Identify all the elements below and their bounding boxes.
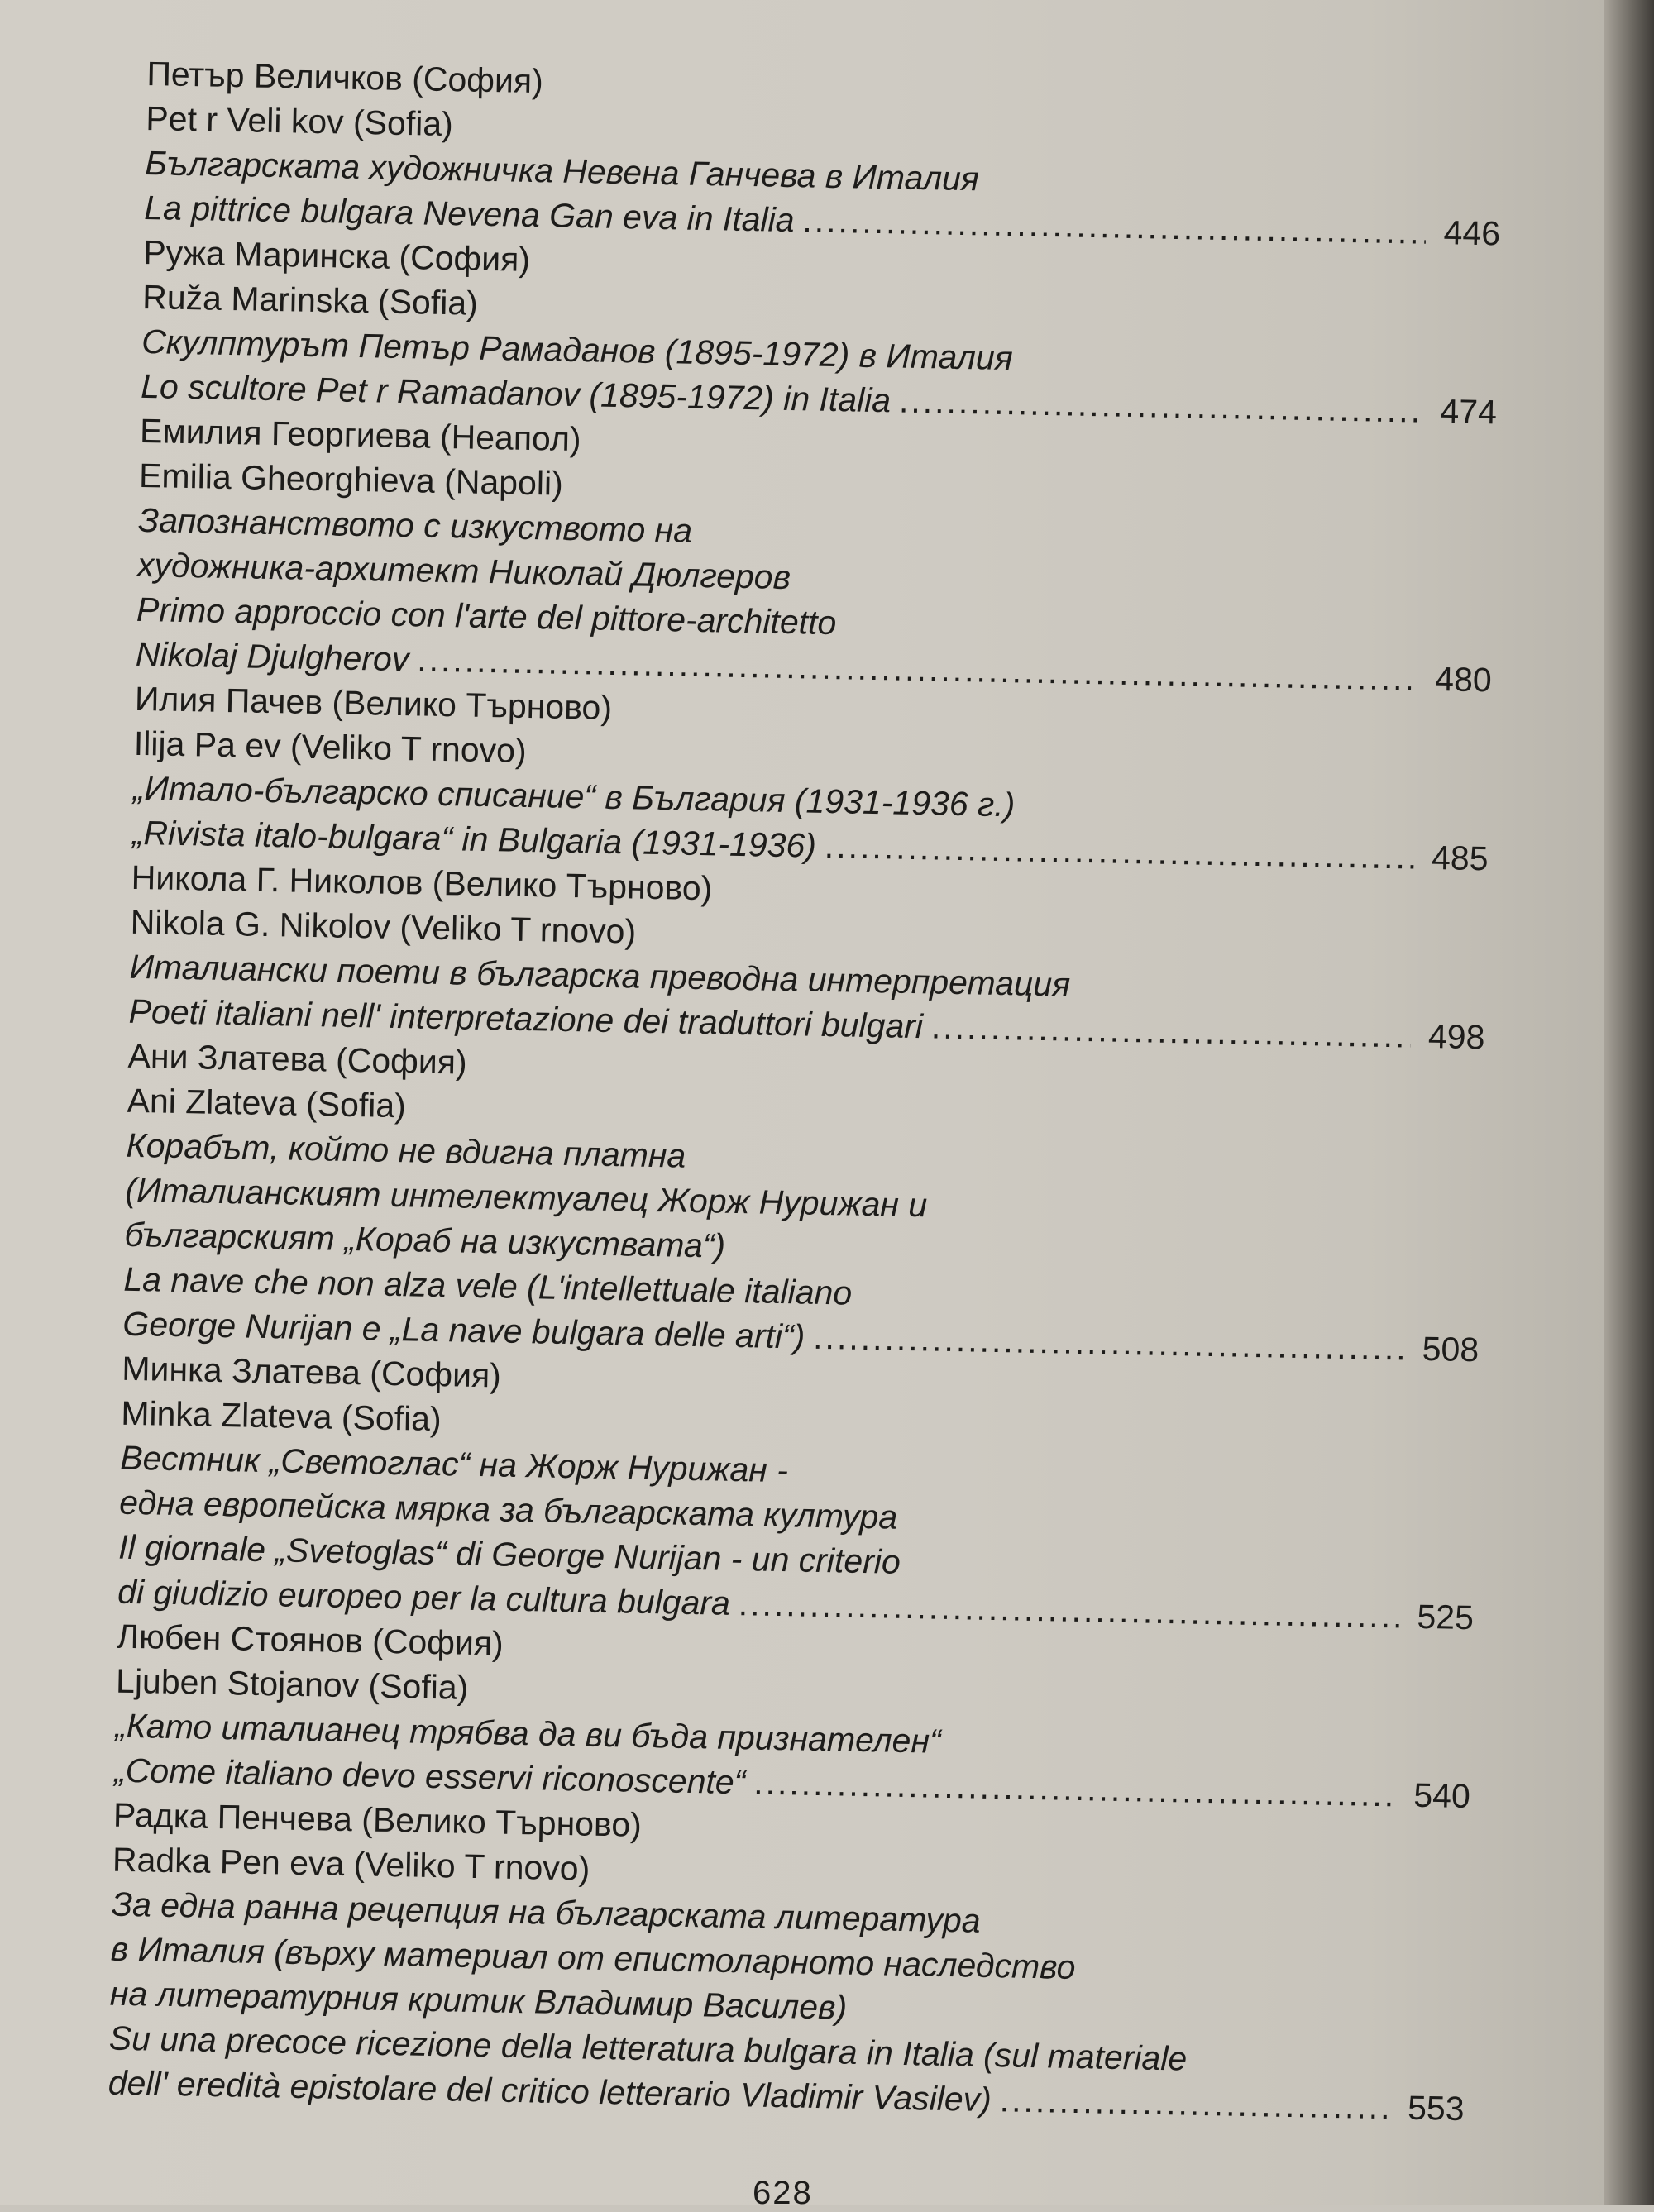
author-name-latin: Radka Pen eva (Veliko T rnovo)	[112, 1840, 590, 1888]
page-reference: 553	[1407, 2088, 1465, 2128]
entry-title-line: За една ранна рецепция на българската литература	[111, 1885, 982, 1940]
author-name-latin: Ani Zlateva (Sofia)	[127, 1081, 407, 1125]
author-name-latin: Nikola G. Nikolov (Veliko T rnovo)	[130, 902, 637, 951]
author-name-cyrillic: Радка Пенчева (Велико Търново)	[112, 1795, 643, 1844]
author-name-latin: Emilia Gheorghieva (Napoli)	[138, 456, 564, 503]
page-reference: 540	[1413, 1775, 1471, 1816]
page-reference: 508	[1422, 1329, 1480, 1369]
page-reference: 498	[1427, 1016, 1485, 1057]
entry-title-line: „Като италианец трябва да ви бъда признателен“	[114, 1706, 942, 1761]
toc-entry	[128, 855, 1521, 1060]
entry-title-line: „Rivista italo-bulgara“ in Bulgaria (1931-1936)	[131, 813, 817, 865]
author-name-latin: Ilija Pa ev (Veliko T rnovo)	[133, 724, 528, 770]
author-name-cyrillic: Емилия Георгиева (Неапол)	[139, 411, 581, 459]
page-reference: 474	[1440, 392, 1498, 432]
toc-entry	[122, 1034, 1518, 1373]
entry-title-line: La nave che non alza vele (L'intellettuale italiano	[123, 1259, 853, 1312]
entry-title-line: Nikolaj Djulgherov	[135, 634, 409, 679]
entry-title-line: Poeti italiani nell' interpretazione dei traduttori bulgari	[128, 991, 924, 1046]
entry-title-line: Su una precoce ricezione della letteratura bulgara in Italia (sul materiale	[108, 2019, 1188, 2078]
toc-entry	[141, 230, 1533, 435]
entry-title-line: Корабът, който не вдигна платна	[126, 1125, 686, 1175]
entry-title-line: Скулптурът Петър Рамаданов (1895-1972) в Италия	[141, 322, 1014, 378]
author-name-cyrillic: Никола Г. Николов (Велико Търново)	[131, 858, 713, 908]
author-name-cyrillic: Ружа Маринска (София)	[142, 232, 531, 279]
entry-title-line: Il giornale „Svetoglas“ di George Nurijan - un criterio	[117, 1527, 901, 1581]
page-number: 628	[753, 2175, 813, 2211]
author-name-cyrillic: Минка Златева (София)	[121, 1349, 502, 1395]
entry-title-line: Българската художничка Невена Ганчева в Италия	[144, 143, 980, 198]
entry-title-line: Lo scultore Pet r Ramadanov (1895-1972) in Italia	[140, 366, 892, 420]
toc-entry	[135, 408, 1529, 703]
entry-title-line: (Италианският интелектуалец Жорж Нурижан и	[125, 1170, 928, 1225]
author-name-latin: Ruža Marinska (Sofia)	[141, 277, 479, 322]
entry-title-line: една европейска мярка за българската култура	[118, 1483, 898, 1536]
toc-entry	[108, 1793, 1503, 2132]
toc-entry	[144, 51, 1537, 256]
author-name-latin: Minka Zlateva (Sofia)	[120, 1393, 442, 1439]
entry-title-line: художника-архитект Николай Дюлгеров	[136, 545, 791, 597]
author-name-cyrillic: Любен Стоянов (София)	[116, 1617, 504, 1663]
page-reference: 485	[1431, 838, 1489, 878]
entry-title-line: Вестник „Светоглас“ на Жорж Нурижан -	[119, 1438, 789, 1490]
author-name-latin: Ljuben Stojanov (Sofia)	[115, 1661, 469, 1707]
page-reference: 480	[1434, 660, 1493, 700]
author-name-cyrillic: Ани Златева (София)	[127, 1036, 468, 1082]
author-name-cyrillic: Петър Величков (София)	[146, 54, 544, 101]
entry-title-line: La pittrice bulgara Nevena Gan eva in Italia	[143, 188, 795, 240]
entry-title-line: „Итало-българско списание“ в България (1931-1936 г.)	[132, 768, 1016, 824]
entry-title-line: Италиански поети в българска преводна интерпретация	[129, 947, 1071, 1004]
entry-title-line: George Nurijan e „La nave bulgara delle arti“)	[122, 1304, 805, 1356]
toc-entry	[117, 1346, 1512, 1641]
entry-title-line: българският „Кораб на изкуствата“)	[124, 1215, 726, 1265]
entry-title-line: „Come italiano devo esservi riconoscente“	[113, 1751, 746, 1802]
entry-title-line: в Италия (върху материал от епистоларното наследство	[110, 1929, 1076, 1986]
toc-entry	[131, 676, 1524, 881]
book-gutter-shadow	[1604, 0, 1654, 2205]
toc-entry	[114, 1614, 1507, 1819]
dot-leader	[999, 2077, 1390, 2129]
table-of-contents	[108, 51, 1536, 2132]
page-reference: 525	[1417, 1597, 1475, 1637]
entry-title-line: di giudizio europeo per la cultura bulgara	[117, 1572, 731, 1622]
entry-title-line: Primo approccio con l'arte del pittore-architetto	[136, 590, 837, 643]
entry-title-line: Запознанството с изкуството на	[137, 500, 693, 550]
entry-title-line: на литературния критик Владимир Василев)	[109, 1974, 848, 2027]
author-name-latin: Pet r Veli kov (Sofia)	[146, 98, 454, 144]
author-name-cyrillic: Илия Пачев (Велико Търново)	[134, 679, 613, 727]
page-reference: 446	[1443, 213, 1501, 253]
entry-title-line: dell' eredità epistolare del critico letterario Vladimir Vasilev)	[108, 2063, 992, 2119]
